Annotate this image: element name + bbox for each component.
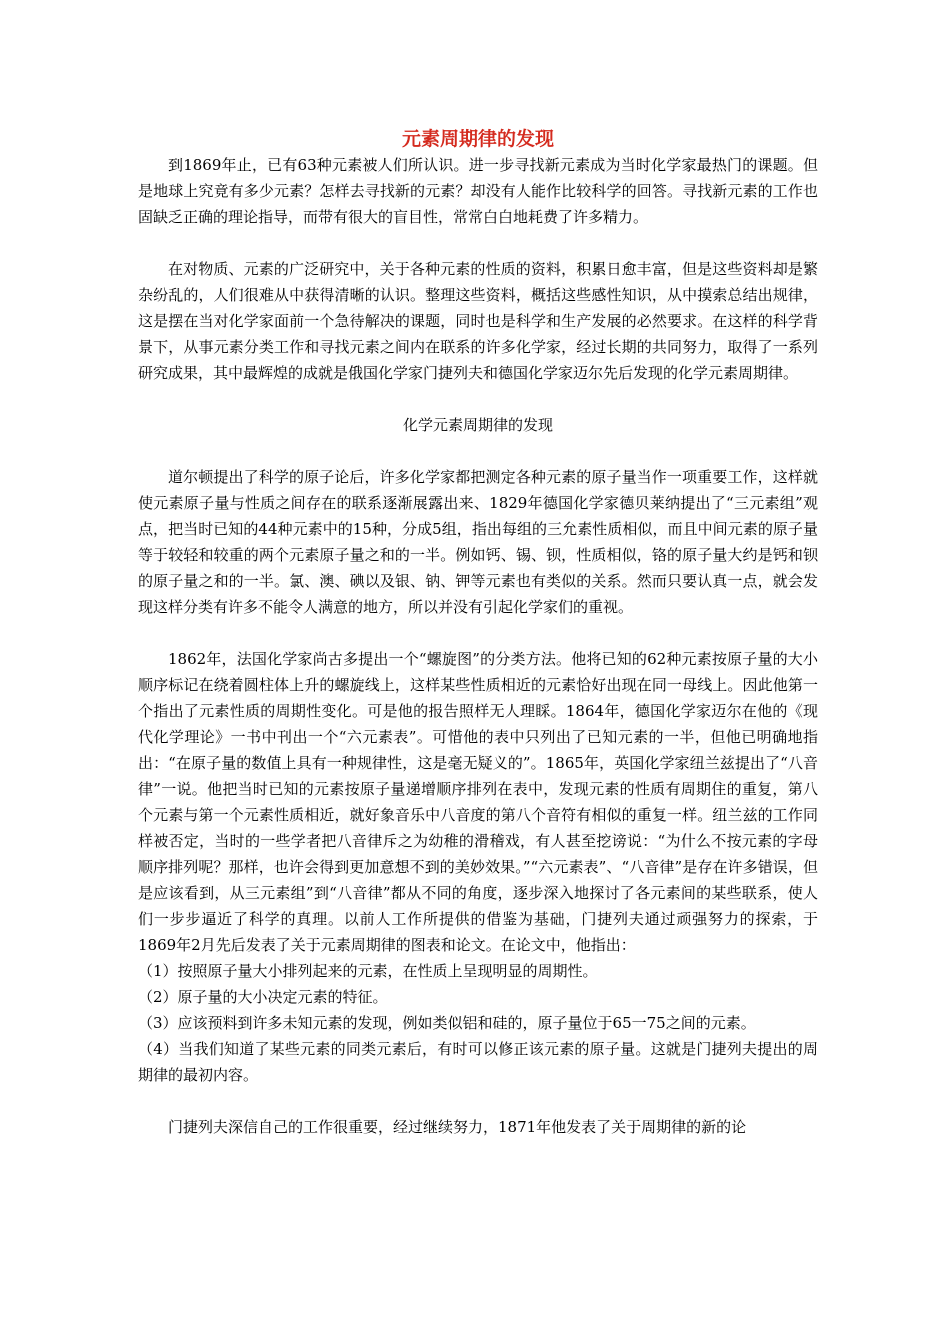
section-subtitle: 化学元素周期律的发现 bbox=[402, 416, 553, 434]
paragraph-2: 在对物质、元素的广泛研究中，关于各种元素的性质的资料，积累日愈丰富，但是这些资料却是繁杂纷乱的，人们很难从中获得清晰的认识。整理这些资料，概括这些感性知识，从中摸索总结出规律，这是摆在当对化学家面前一个急待解决的课题，同时也是科学和生产发展的必然要求。在这样的科学背景下，从事元素分类工作和寻找元素之间内在联系的许多化学家，经过长期的共同努力，取得了一系列研究成果，其中最辉煌的成就是俄国化学家门捷列夫和德国化学家迈尔先后发现的化学元素周期律。 bbox=[138, 260, 818, 382]
paragraph-1: 到1869年止，已有63种元素被人们所认识。进一步寻找新元素成为当时化学家最热门的课题。但是地球上究竟有多少元素？怎样去寻找新的元素？却没有人能作比较科学的回答。寻找新元素的工作也固缺乏正确的理论指导，而带有很大的盲目性，常常白白地耗费了许多精力。 bbox=[138, 156, 818, 226]
paragraph-gap bbox=[138, 620, 818, 646]
paragraph-5: 门捷列夫深信自己的工作很重要，经过继续努力，1871年他发表了关于周期律的新的论 bbox=[168, 1118, 747, 1136]
paragraph-gap bbox=[138, 1088, 818, 1114]
document-page bbox=[138, 118, 818, 1140]
paragraph-gap bbox=[138, 230, 818, 256]
list-item-3: （3）应该预料到许多未知元素的发现，例如类似铝和硅的，原子量位于65一75之间的元素。 bbox=[138, 1014, 756, 1032]
paragraph-gap bbox=[138, 386, 818, 412]
paragraph-3: 道尔顿提出了科学的原子论后，许多化学家都把测定各种元素的原子量当作一项重要工作，这样就使元素原子量与性质之间存在的联系逐渐展露出来、1829年德国化学家德贝莱纳提出了“三元素组”观点，把当时已知的44种元素中的15种，分成5组，指出每组的三允素性质相似，而且中间元素的原子量等于较轻和较重的两个元素原子量之和的一半。例如钙、锡、钡，性质相似，铬的原子量大约是钙和钡的原子量之和的一半。氯、澳、碘以及银、钠、钾等元素也有类似的关系。然而只要认真一点，就会发现这样分类有许多不能令人满意的地方，所以并没有引起化学家们的重视。 bbox=[138, 468, 818, 616]
list-item-2: （2）原子量的大小决定元素的特征。 bbox=[138, 988, 388, 1006]
list-item-4: （4）当我们知道了某些元素的同类元素后，有时可以修正该元素的原子量。这就是门捷列夫提出的周期律的最初内容。 bbox=[138, 1040, 818, 1084]
paragraph-4: 1862年，法国化学家尚古多提出一个“螺旋图”的分类方法。他将已知的62种元素按原子量的大小顺序标记在绕着圆柱体上升的螺旋线上，这样某些性质相近的元素恰好出现在同一母线上。因此他第一个指出了元素性质的周期性变化。可是他的报告照样无人理睬。1864年，德国化学家迈尔在他的《现代化学理论》一书中刊出一个“六元素表”。可惜他的表中只列出了已知元素的一半，但他已明确地指出：“在原子量的数值上具有一种规律性，这是毫无疑义的”。1865年，英国化学家纽兰兹提出了“八音律”一说。他把当时已知的元素按原子量递增顺序排列在表中，发现元素的性质有周期住的重复，第八个元素与第一个元素性质相近，就好象音乐中八音度的第八个音符有相似的重复一样。纽兰兹的工作同样被否定，当时的一些学者把八音律斥之为幼稚的滑稽戏，有人甚至挖谤说：“为什么不按元素的字母顺序排列呢？那样，也许会得到更加意想不到的美妙效果。”“六元素表”、“八音律”是存在许多错误，但是应该看到，从三元素组”到“八音律”都从不同的角度，逐步深入地探讨了各元素间的某些联系，使人们一步步逼近了科学的真理。以前人工作所提供的借鉴为基础，门捷列夫通过顽强努力的探索，于1869年2月先后发表了关于元素周期律的图表和论文。在论文中，他指出： bbox=[138, 650, 818, 954]
document-title: 元素周期律的发现 bbox=[401, 128, 554, 150]
paragraph-gap bbox=[138, 438, 818, 464]
list-item-1: （1）按照原子量大小排列起来的元素，在性质上呈现明显的周期性。 bbox=[138, 962, 598, 980]
